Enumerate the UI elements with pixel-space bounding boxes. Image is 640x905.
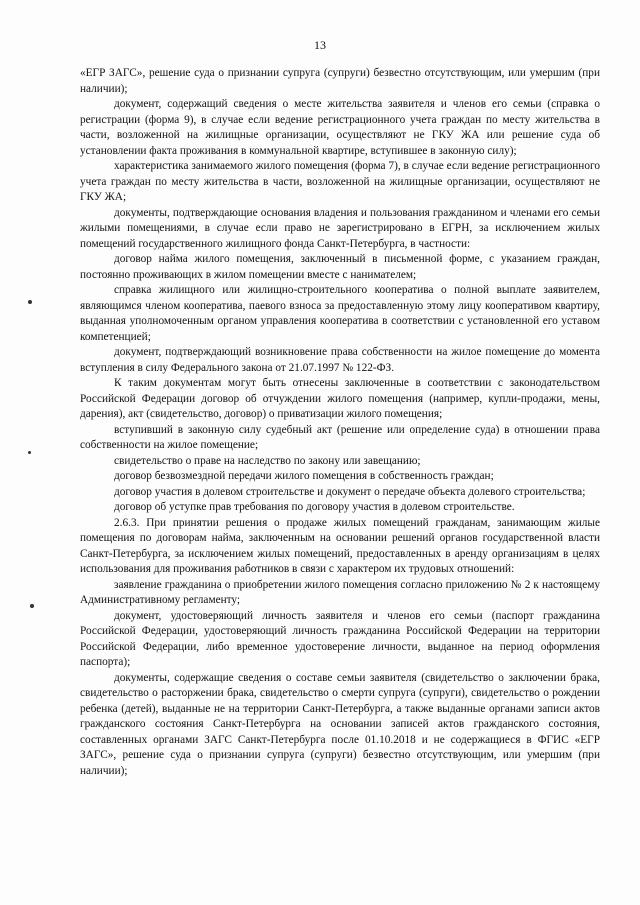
paragraph: «ЕГР ЗАГС», решение суда о признании супруга (супруги) безвестно отсутствующим, или умершим (при наличии); (80, 67, 600, 95)
paragraph: документы, содержащие сведения о составе семьи заявителя (свидетельство о заключении брака, свидетельство о расторжении брака, свидетельство о смерти супруга (супруги), свидетельство о рождении ребенка (детей), выданные не на территории Санкт-Петербурга, а также выданные органами записи актов гражданского состояния Санкт-Петербурга на основании записей актов гражданского состояния, составленных органами ЗАГС Санкт-Петербурга после 01.10.2018 и не содержащиеся в ФГИС «ЕГР ЗАГС», решение суда о признании супруга (супруги) безвестно отсутствующим, или умершим (при наличии); (80, 671, 600, 777)
paragraph: свидетельство о праве на наследство по закону или завещанию; (114, 454, 421, 467)
paragraph: договор безвозмездной передачи жилого помещения в собственность граждан; (114, 470, 494, 482)
paragraph: заявление гражданина о приобретении жилого помещения согласно приложению № 2 к настоящему Административному регламенту; (80, 578, 600, 606)
paragraph: договор участия в долевом строительстве и документ о передаче объекта долевого строительства; (114, 485, 586, 498)
paragraph: договор об уступке прав требования по договору участия в долевом строительстве. (114, 501, 515, 513)
scan-speck (28, 300, 32, 304)
paragraph: документ, удостоверяющий личность заявителя и членов его семьи (паспорт гражданина Российской Федерации, удостоверяющий личность гражданина Российской Федерации на территории Российской Федерации, либо временное удостоверение личности, выданное на период оформления паспорта); (80, 609, 600, 668)
paragraph: справка жилищного или жилищно-строительного кооператива о полной выплате заявителем, являющимся членом кооператива, паевого взноса за предоставленную этому лицу кооперативом квартиру, выданная уполномоченным органом управления кооператива в соответствии с установленной его уставом компетенцией; (80, 284, 600, 343)
paragraph: документ, содержащий сведения о месте жительства заявителя и членов его семьи (справка о регистрации (форма 9), в случае если ведение регистрационного учета граждан по месту жительства в части, возложенной на жилищные организации, осуществляют не ГКУ ЖА или решение суда об установлении факта проживания в коммунальной квартире, вступившее в законную силу); (80, 98, 600, 157)
paragraph: документы, подтверждающие основания владения и пользования гражданином и членами его семьи жилыми помещениями, в случае если право не зарегистрировано в ЕГРН, за исключением жилых помещений государственного жилищного фонда Санкт-Петербурга, в частности: (80, 206, 600, 250)
paragraph: вступивший в законную силу судебный акт (решение или определение суда) в отношении права собственности на жилое помещение; (80, 423, 600, 451)
scan-speck (28, 451, 31, 454)
paragraph: договор найма жилого помещения, заключенный в письменной форме, с указанием граждан, постоянно проживающих в жилом помещении вместе с нанимателем; (80, 253, 600, 281)
page-number: 13 (314, 38, 326, 52)
paragraph: К таким документам могут быть отнесены заключенные в соответствии с законодательством Российской Федерации договор об отчуждении жилого помещения (например, купли-продажи, мены, дарения), акт (свидетельство, договор) о приватизации жилого помещения; (80, 377, 600, 420)
document-body (80, 66, 600, 779)
scan-speck (30, 604, 34, 608)
paragraph: характеристика занимаемого жилого помещения (форма 7), в случае если ведение регистрационного учета граждан по месту жительства в части, возложенной на жилищные организации, осуществляют не ГКУ ЖА; (80, 160, 600, 203)
section-paragraph: 2.6.3. При принятии решения о продаже жилых помещений гражданам, занимающим жилые помещения по договорам найма, заключенным на основании решений органов государственной власти Санкт-Петербурга, за исключением жилых помещений, предоставленных в аренду организациям в целях использования для проживания работников в связи с характером их трудовых отношений: (80, 516, 600, 575)
paragraph: документ, подтверждающий возникновение права собственности на жилое помещение до момента вступления в силу Федерального закона от 21.07.1997 № 122-ФЗ. (80, 346, 600, 374)
